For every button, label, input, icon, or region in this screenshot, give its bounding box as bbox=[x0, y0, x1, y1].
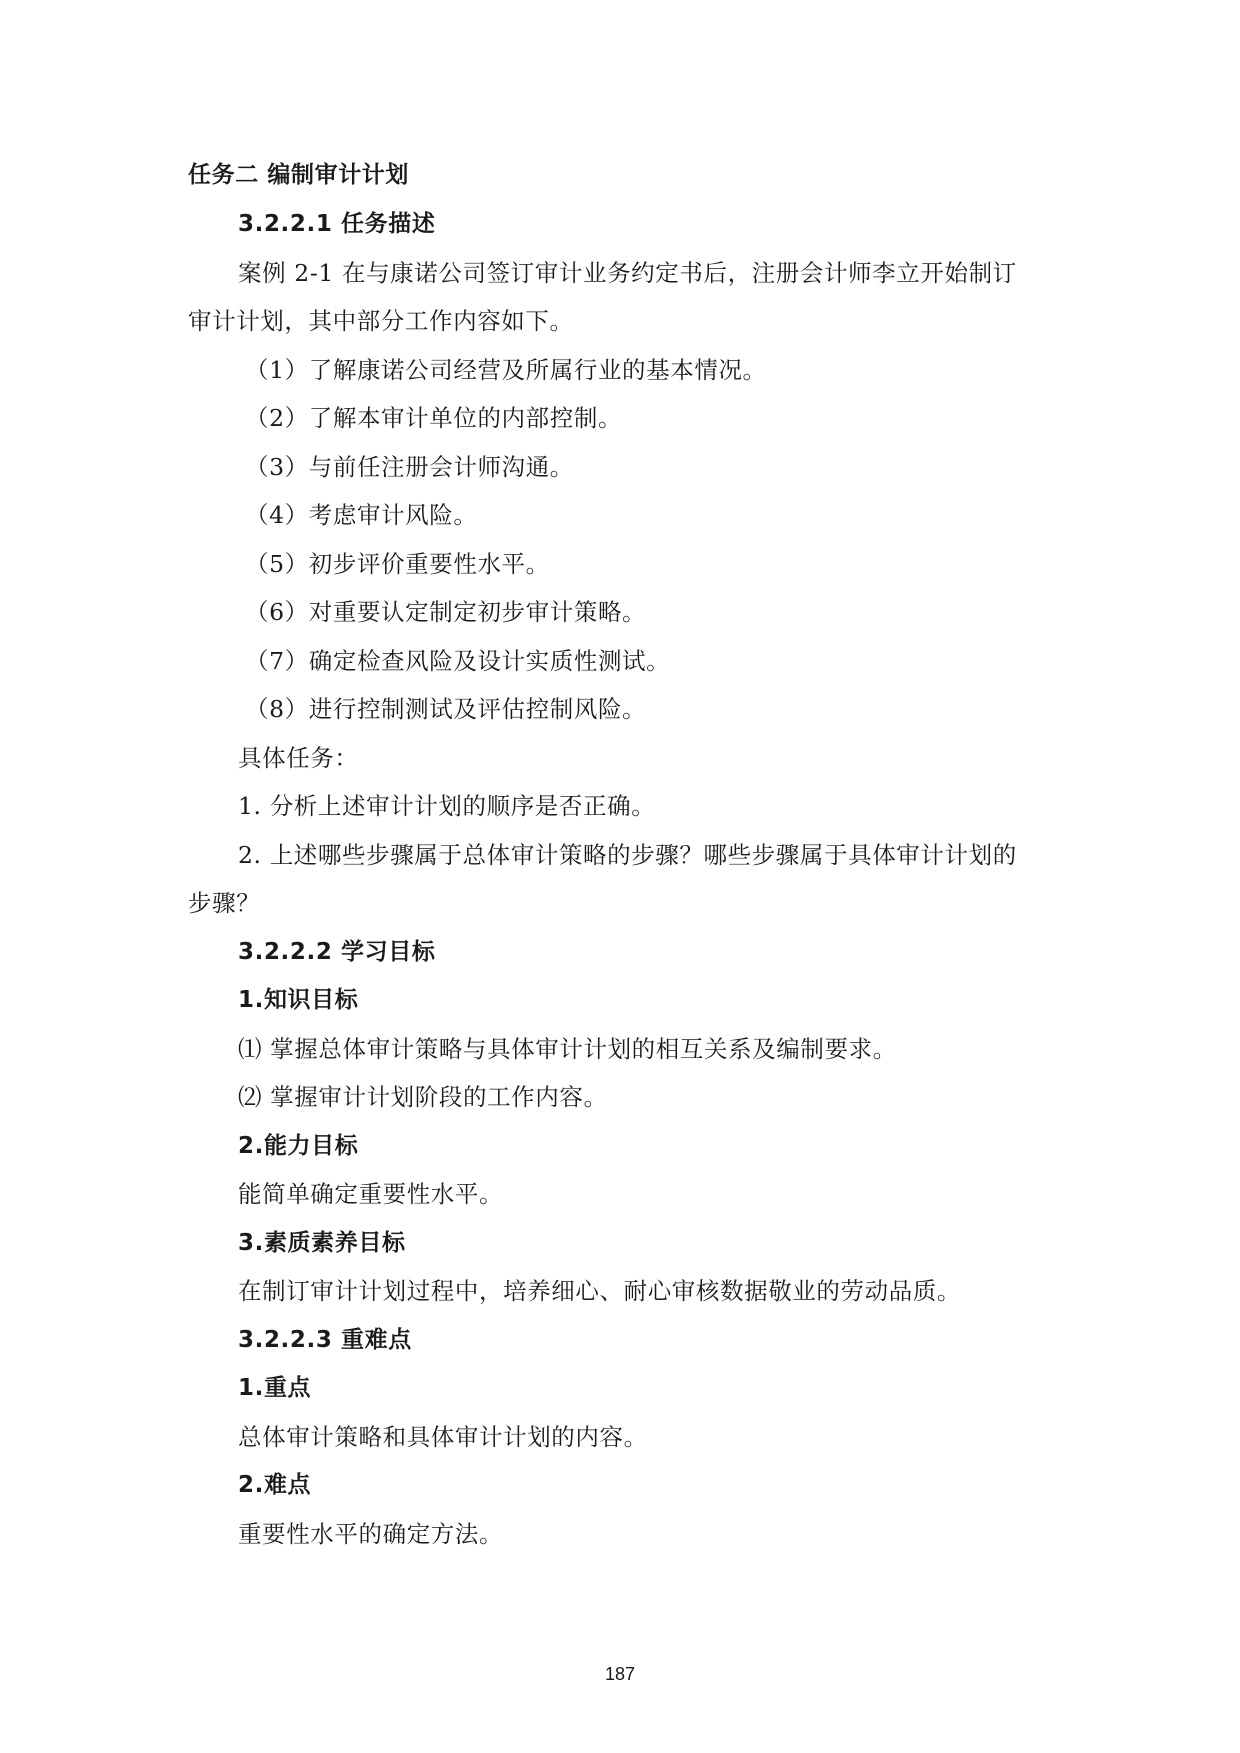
task-item-2-line-1: 2. 上述哪些步骤属于总体审计策略的步骤？哪些步骤属于具体审计计划的 bbox=[238, 841, 1017, 869]
task-item-2-line-2: 步骤？ bbox=[188, 889, 261, 917]
subheading-knowledge-goals: 1.知识目标 bbox=[238, 987, 359, 1013]
list-item: （7）确定检查风险及设计实质性测试。 bbox=[245, 647, 671, 675]
subheading-key-points: 1.重点 bbox=[238, 1375, 312, 1401]
case-paragraph-line-2: 审计计划，其中部分工作内容如下。 bbox=[188, 307, 574, 335]
tasks-label: 具体任务： bbox=[238, 744, 359, 772]
knowledge-item: ⑵ 掌握审计计划阶段的工作内容。 bbox=[238, 1083, 608, 1111]
task-title: 任务二 编制审计计划 bbox=[188, 162, 410, 188]
list-item: （4）考虑审计风险。 bbox=[245, 501, 478, 529]
case-paragraph-line-1: 案例 2-1 在与康诺公司签订审计业务约定书后，注册会计师李立开始制订 bbox=[238, 259, 1017, 287]
page-number: 187 bbox=[604, 1664, 636, 1684]
list-item: （6）对重要认定制定初步审计策略。 bbox=[245, 598, 647, 626]
difficult-points-text: 重要性水平的确定方法。 bbox=[238, 1520, 504, 1548]
subheading-quality-goals: 3.素质素养目标 bbox=[238, 1230, 406, 1256]
ability-text: 能简单确定重要性水平。 bbox=[238, 1180, 504, 1208]
quality-text: 在制订审计计划过程中，培养细心、耐心审核数据敬业的劳动品质。 bbox=[238, 1277, 961, 1305]
subheading-difficult-points: 2.难点 bbox=[238, 1472, 312, 1498]
section-heading-key-difficult-points: 3.2.2.3 重难点 bbox=[238, 1327, 412, 1353]
list-item: （5）初步评价重要性水平。 bbox=[245, 550, 550, 578]
task-item-1: 1. 分析上述审计计划的顺序是否正确。 bbox=[238, 792, 656, 820]
list-item: （2）了解本审计单位的内部控制。 bbox=[245, 404, 623, 432]
section-heading-task-description: 3.2.2.1 任务描述 bbox=[238, 211, 436, 237]
knowledge-item: ⑴ 掌握总体审计策略与具体审计计划的相互关系及编制要求。 bbox=[238, 1035, 897, 1063]
list-item: （1）了解康诺公司经营及所属行业的基本情况。 bbox=[245, 356, 767, 384]
list-item: （3）与前任注册会计师沟通。 bbox=[245, 453, 574, 481]
subheading-ability-goals: 2.能力目标 bbox=[238, 1133, 359, 1159]
list-item: （8）进行控制测试及评估控制风险。 bbox=[245, 695, 647, 723]
section-heading-learning-goals: 3.2.2.2 学习目标 bbox=[238, 939, 436, 965]
key-points-text: 总体审计策略和具体审计计划的内容。 bbox=[238, 1423, 648, 1451]
